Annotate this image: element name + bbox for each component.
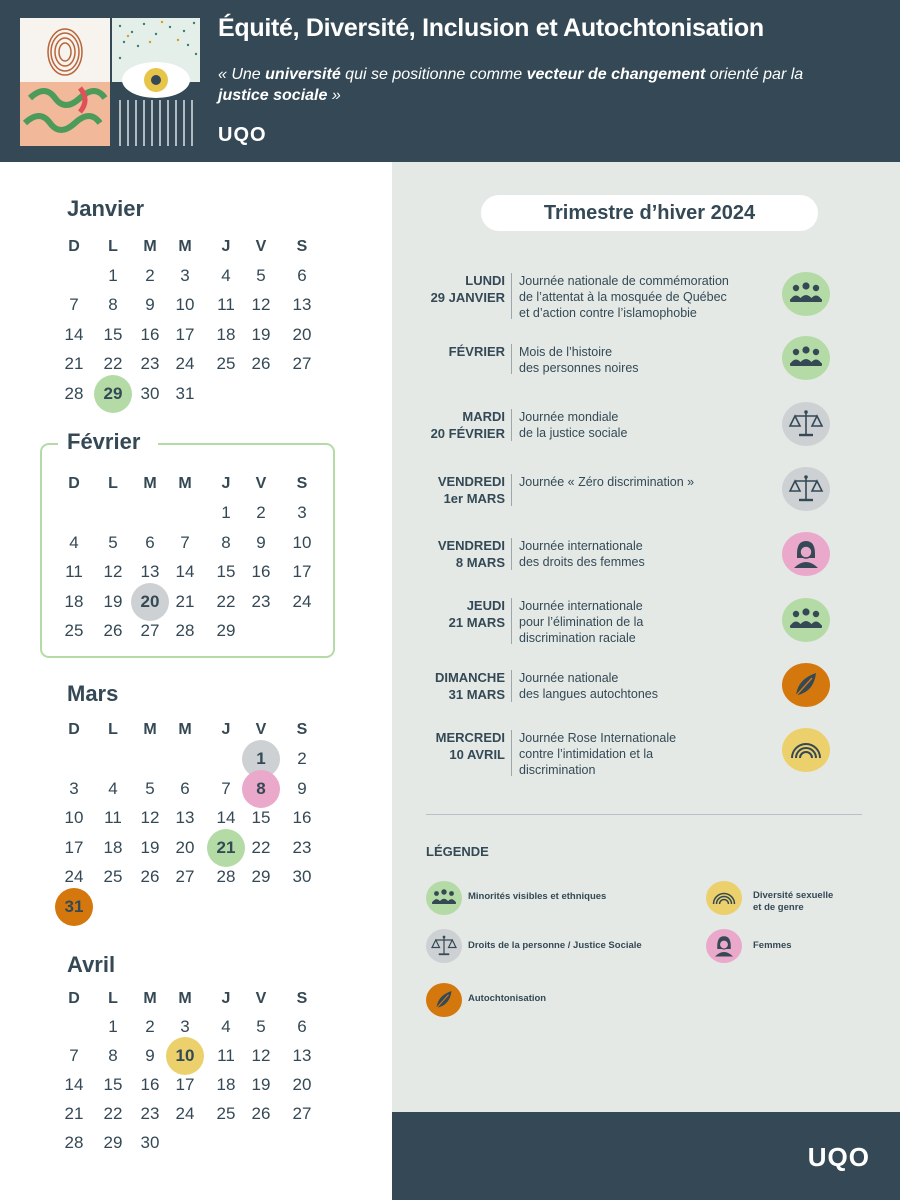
month-name-1: Février (67, 429, 141, 454)
calendar-day: 21 (64, 354, 84, 374)
calendar-day: 17 (64, 837, 84, 857)
calendar-day: 18 (216, 1075, 236, 1094)
calendar-day: 12 (103, 562, 123, 581)
calendar-day: 15 (251, 808, 271, 828)
calendar-day: 4 (108, 778, 118, 798)
day-of-week-header: J (221, 990, 231, 1007)
calendar-day: 26 (251, 1104, 271, 1123)
calendar-day-highlighted[interactable]: 1 (256, 749, 266, 768)
calendar-day: 30 (140, 1133, 160, 1152)
calendar-day: 20 (292, 1075, 312, 1094)
calendar-day: 21 (64, 1104, 84, 1123)
calendar-day-highlighted[interactable]: 8 (256, 778, 266, 798)
calendar-day: 4 (69, 532, 79, 552)
event-separator (511, 474, 512, 506)
calendar-day: 24 (175, 1104, 195, 1123)
calendar-day: 2 (256, 503, 266, 522)
calendar-day: 3 (297, 503, 307, 522)
day-of-week-header: S (296, 475, 308, 492)
event-date: DIMANCHE 31 MARS (434, 670, 505, 702)
calendar-day: 29 (216, 621, 236, 640)
calendar-day: 30 (292, 867, 312, 887)
header-quote: « Une université qui se positionne comme vecteur de changement orienté par la justice sociale » (218, 66, 804, 104)
event-description: Journée mondiale de la justice sociale (519, 410, 628, 440)
calendar-day: 24 (292, 591, 312, 611)
calendar-day: 5 (256, 266, 266, 285)
term-title: Trimestre d’hiver 2024 (481, 195, 818, 231)
day-of-week-header: D (68, 990, 80, 1007)
calendar-day: 5 (145, 778, 155, 798)
calendar-day: 16 (251, 562, 271, 581)
calendar-day: 24 (64, 867, 84, 887)
day-of-week-header: M (178, 238, 192, 255)
event-separator (511, 409, 512, 441)
group-icon (782, 272, 830, 316)
calendar-day: 26 (140, 867, 160, 887)
calendar-day: 19 (103, 591, 123, 611)
legend-group-icon (426, 881, 462, 915)
calendar-day: 11 (104, 808, 122, 828)
calendar-day: 10 (64, 808, 84, 828)
calendar-day: 12 (251, 295, 271, 315)
calendar-day: 4 (221, 266, 231, 285)
event-description: Journée Rose Internationale contre l’intimidation et la discrimination (519, 731, 677, 777)
event-date: MARDI 20 FÉVRIER (430, 409, 505, 441)
calendar-day: 15 (103, 324, 123, 344)
day-of-week-header: J (221, 721, 231, 738)
day-of-week-header: V (255, 238, 267, 255)
header-artwork (20, 18, 200, 146)
day-of-week-header: L (108, 990, 118, 1007)
calendar-day: 29 (251, 867, 271, 887)
day-of-week-header: J (221, 238, 231, 255)
calendar-day: 19 (251, 324, 271, 344)
calendar-day: 23 (292, 837, 312, 857)
calendar-day: 10 (292, 532, 312, 552)
calendar-day: 1 (108, 1017, 118, 1036)
calendar-day-highlighted[interactable]: 29 (103, 383, 123, 403)
calendar-day: 23 (251, 591, 271, 611)
day-of-week-header: M (143, 721, 157, 738)
event-separator (511, 598, 512, 644)
calendar-day: 3 (180, 1017, 190, 1036)
calendar-day: 11 (217, 1046, 235, 1065)
event-date: VENDREDI 1er MARS (437, 474, 505, 506)
calendar-day: 7 (221, 778, 231, 798)
calendar-day: 19 (251, 1075, 271, 1094)
calendar-day: 12 (140, 808, 160, 828)
calendar-day: 13 (140, 562, 160, 581)
day-of-week-header: M (143, 475, 157, 492)
calendar-day-highlighted[interactable]: 31 (64, 897, 84, 916)
calendar-day: 29 (103, 1133, 123, 1152)
calendar-day: 2 (145, 266, 155, 285)
event-date: JEUDI 21 MARS (448, 598, 505, 630)
event-separator (511, 273, 512, 319)
calendar-day: 16 (292, 808, 312, 828)
day-of-week-header: L (108, 475, 118, 492)
calendar-day: 23 (140, 354, 160, 374)
calendar-day: 10 (175, 295, 195, 315)
calendar-day: 3 (69, 778, 79, 798)
calendar-day: 1 (221, 503, 231, 522)
legend-label: Minorités visibles et ethniques (468, 891, 607, 902)
calendar-day: 17 (175, 324, 195, 344)
calendar-day: 26 (251, 354, 271, 374)
event-date: VENDREDI 8 MARS (437, 538, 505, 570)
calendar-day: 21 (175, 591, 195, 611)
legend-label: Femmes (753, 940, 792, 951)
day-of-week-header: M (178, 990, 192, 1007)
legend-woman-icon (706, 929, 742, 963)
woman-icon (782, 532, 830, 576)
day-of-week-header: D (68, 238, 80, 255)
calendar-day: 18 (103, 837, 123, 857)
calendar-day: 8 (221, 532, 231, 552)
day-of-week-header: L (108, 721, 118, 738)
calendar-day: 15 (103, 1075, 123, 1094)
day-of-week-header: M (178, 475, 192, 492)
event-separator (511, 730, 512, 776)
footer-uqo-logo: UQO (807, 1142, 870, 1172)
day-of-week-header: L (108, 238, 118, 255)
calendar-day: 22 (251, 837, 271, 857)
calendar-day: 9 (297, 778, 307, 798)
day-of-week-header: V (255, 721, 267, 738)
calendar-day: 7 (69, 295, 79, 315)
calendar-day: 8 (108, 1046, 118, 1065)
calendar-day: 13 (175, 808, 195, 828)
month-name-3: Avril (67, 952, 116, 977)
calendar-day: 22 (103, 354, 123, 374)
calendar-day: 19 (140, 837, 160, 857)
page-title: Équité, Diversité, Inclusion et Autochtonisation (218, 14, 764, 42)
day-of-week-header: S (296, 238, 308, 255)
calendar-day: 13 (292, 295, 312, 315)
group-icon (782, 598, 830, 642)
header-banner (0, 0, 900, 162)
calendar-day: 31 (175, 383, 195, 403)
event-date: MERCREDI 10 AVRIL (435, 730, 505, 762)
calendar-day: 6 (297, 1017, 307, 1036)
day-of-week-header: M (143, 238, 157, 255)
day-of-week-header: M (178, 721, 192, 738)
calendar-day: 25 (216, 354, 236, 374)
calendar-day-highlighted[interactable]: 20 (140, 591, 160, 611)
calendar-day: 13 (292, 1046, 312, 1065)
day-of-week-header: V (255, 475, 267, 492)
calendar-day: 30 (140, 383, 160, 403)
legend-label: Autochtonisation (468, 993, 547, 1004)
day-of-week-header: D (68, 721, 80, 738)
calendar-day: 14 (175, 562, 195, 581)
calendar-day: 22 (103, 1104, 123, 1123)
calendar-day: 16 (140, 324, 160, 344)
calendar-day: 17 (292, 562, 312, 581)
calendar-day: 4 (221, 1017, 231, 1036)
calendar-day: 7 (69, 1046, 79, 1065)
calendar-day: 28 (216, 867, 236, 887)
calendar-day: 25 (103, 867, 123, 887)
calendar-day: 18 (216, 324, 236, 344)
legend-scales-icon (426, 929, 462, 963)
scales-icon (782, 402, 830, 446)
month-name-0: Janvier (67, 196, 145, 221)
event-separator (511, 344, 512, 374)
calendar-day: 27 (292, 1104, 312, 1123)
event-date: FÉVRIER (448, 344, 505, 359)
event-separator (511, 670, 512, 702)
footer-bar (392, 1112, 900, 1200)
divider (426, 814, 862, 815)
calendar-day: 14 (216, 808, 236, 828)
calendar-day: 27 (292, 354, 312, 374)
calendar-day: 25 (216, 1104, 236, 1123)
legend-title: LÉGENDE (426, 844, 489, 859)
calendar-day: 27 (175, 867, 195, 887)
calendar-day: 23 (140, 1104, 160, 1123)
scales-icon (782, 467, 830, 511)
legend-rainbow-icon (706, 881, 742, 915)
calendar-day: 20 (175, 837, 195, 857)
calendar-day: 15 (216, 562, 236, 581)
calendar-day: 28 (64, 1133, 84, 1152)
calendar-day: 6 (180, 778, 190, 798)
calendar-day: 25 (64, 621, 84, 640)
calendar-day: 26 (103, 621, 123, 640)
calendar-day: 12 (251, 1046, 271, 1065)
calendar-day: 24 (175, 354, 195, 374)
rainbow-icon (782, 728, 830, 772)
day-of-week-header: S (296, 721, 308, 738)
month-name-2: Mars (67, 681, 119, 706)
calendar-day: 3 (180, 266, 190, 285)
calendar-day: 11 (217, 295, 235, 315)
day-of-week-header: V (255, 990, 267, 1007)
calendar-day: 1 (108, 266, 118, 285)
group-icon (782, 336, 830, 380)
calendar-day: 9 (256, 532, 266, 552)
calendar-day: 22 (216, 591, 236, 611)
calendar-day: 17 (175, 1075, 195, 1094)
calendar-day: 11 (65, 562, 83, 581)
calendar-day: 14 (64, 324, 84, 344)
calendar-day: 5 (256, 1017, 266, 1036)
uqo-logo: UQO (218, 124, 267, 146)
legend-label: Droits de la personne / Justice Sociale (468, 940, 642, 951)
legend-feather-icon (426, 983, 462, 1017)
day-of-week-header: S (296, 990, 308, 1007)
calendar-day: 20 (292, 324, 312, 344)
calendar-day: 2 (297, 749, 307, 768)
event-description: Journée « Zéro discrimination » (519, 475, 695, 489)
calendar-day: 9 (145, 1046, 155, 1065)
event-description: Journée internationale pour l’élimination de la discrimination raciale (519, 599, 644, 645)
calendar-day: 16 (140, 1075, 160, 1094)
event-description: Mois de l’histoire des personnes noires (519, 345, 639, 375)
calendar-day-highlighted[interactable]: 21 (216, 837, 236, 857)
calendar-day: 28 (64, 383, 84, 403)
calendar-day: 6 (145, 532, 155, 552)
calendar-day: 6 (297, 266, 307, 285)
calendar-day: 27 (140, 621, 160, 640)
calendar-day: 7 (180, 532, 190, 552)
calendar-day: 18 (64, 591, 84, 611)
calendar-day: 5 (108, 532, 118, 552)
calendar-day: 2 (145, 1017, 155, 1036)
event-description: Journée nationale de commémoration de l’attentat à la mosquée de Québec et d’action contre l’islamophobie (519, 274, 729, 320)
calendar-day: 28 (175, 621, 195, 640)
calendar-day: 14 (64, 1075, 84, 1094)
calendar-day-highlighted[interactable]: 10 (175, 1046, 195, 1065)
day-of-week-header: M (143, 990, 157, 1007)
day-of-week-header: D (68, 475, 80, 492)
event-description: Journée internationale des droits des femmes (519, 539, 645, 569)
feather-icon (782, 663, 830, 707)
calendar-day: 9 (145, 295, 155, 315)
day-of-week-header: J (221, 475, 231, 492)
event-date: LUNDI 29 JANVIER (430, 273, 505, 305)
event-separator (511, 538, 512, 570)
legend-label: Diversité sexuelle et de genre (753, 890, 834, 913)
event-description: Journée nationale des langues autochtones (519, 671, 658, 701)
calendar-day: 8 (108, 295, 118, 315)
